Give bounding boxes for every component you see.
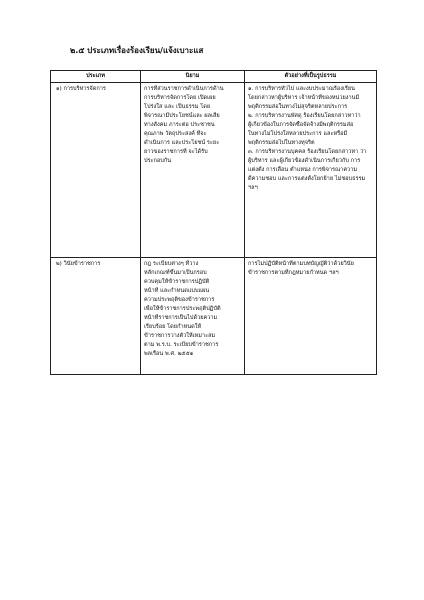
definition-line: การที่ส่วนราชการดำเนินการด้าน <box>144 86 224 92</box>
example-line: พฤติกรรมส่อไปในทางทุจริต <box>248 140 315 146</box>
example-line: ผู้บริหาร และผู้เกี่ยวข้องดำเนินการเกี่ยวกับ การ <box>248 158 361 164</box>
definition-line: พลเรือน พ.ศ. ๒๕๕๑ <box>144 351 194 357</box>
definition-line: ตาม พ.ร.บ. ระเบียบข้าราชการ <box>144 342 219 348</box>
example-line: ในทางไม่โปร่งใสหลายประการ และหรือมี <box>248 131 348 137</box>
definition-line: หลักเกณฑ์ขึ้นมาเป็นกรอบ <box>144 270 207 276</box>
type-cell: ๒) วินัยข้าราชการ <box>51 258 141 375</box>
definition-line: เรียบร้อย โดยกำหนดให้ <box>144 324 202 330</box>
section-heading: ๒.๕ ประเภทเรื่องร้องเรียน/แจ้งเบาะแส <box>70 46 204 55</box>
definition-line: ควบคุมให้ข้าราชการปฏิบัติ <box>144 279 210 285</box>
example-cell <box>245 83 377 258</box>
definition-line: กฎ ระเบียบต่างๆ ที่วาง <box>144 261 199 267</box>
definition-cell <box>141 258 245 375</box>
table-row <box>51 258 377 375</box>
definition-line: ดำเนินการ และประโยชน์ ระยะ <box>144 140 220 146</box>
complaint-type-table <box>50 70 377 375</box>
header-type: ประเภท <box>51 71 141 83</box>
definition-line: ความประพฤติของข้าราชการ <box>144 297 215 303</box>
definition-line: การบริหารจัดการโดย เปิดเผย <box>144 95 216 101</box>
example-line: ดีความชอบ และการแต่งตั้งโยกย้าย ไม่ชอบธรรม <box>248 176 366 182</box>
example-line: พฤติกรรมส่อในทางไม่สุจริตหลายประการ <box>248 104 348 110</box>
table-row <box>51 83 377 258</box>
definition-line: โปร่งใส และ เป็นธรรม โดย <box>144 104 211 110</box>
header-definition: นิยาม <box>141 71 245 83</box>
example-line: ผู้เกี่ยวข้องในการจัดซื้อจัดจ้างมีพฤติกรรมส่อ <box>248 122 354 128</box>
definition-cell <box>141 83 245 258</box>
table-header-row <box>51 71 377 83</box>
example-line: แต่งตั้ง การเลื่อน ตำแหน่ง การพิจารณาความ <box>248 167 358 173</box>
definition-line: ประกอบกัน <box>144 158 172 164</box>
example-line: โดยกล่าวหาผู้บริหาร เจ้าหน้าที่ของหน่วยงานมี <box>248 95 360 101</box>
definition-line: พิจารณามีประโยชน์และ ผลเสีย <box>144 113 220 119</box>
example-line: ๑. การบริหารทั่วไป และงบประมาณร้องเรียน <box>248 86 356 92</box>
example-line: การไม่ปฏิบัติหน้าที่ตามบทบัญญัติว่าด้วยวินัย <box>248 261 354 267</box>
example-line: ๒. การบริหารงานพัสดุ ร้องเรียนโดยกล่าวหาว่า <box>248 113 361 119</box>
type-cell: ๑) การบริหารจัดการ <box>51 83 141 258</box>
definition-line: หน้าที่ราชการเป็นไปด้วยความ <box>144 315 218 321</box>
definition-line: คุณภาพ วัตถุประสงค์ ที่จะ <box>144 131 207 137</box>
definition-line: หน้าที่ และกำหนดแบบแผน <box>144 288 210 294</box>
definition-line: ทางสังคม ภาระต่อ ประชาชน <box>144 122 215 128</box>
example-cell <box>245 258 377 375</box>
example-line: ข้าราชการตามที่กฎหมายกำหนด ฯลฯ <box>248 270 339 276</box>
definition-line: ยาวของราชการที่ จะได้รับ <box>144 149 208 155</box>
definition-line: ข้าราชการวางตัวให้เหมาะสม <box>144 333 216 339</box>
definition-line: เพื่อให้ข้าราชการประพฤติปฏิบัติ <box>144 306 221 312</box>
example-line: ๓. การบริหารงานบุคคล ร้องเรียนโดยกล่าวหา ว่า <box>248 149 367 155</box>
header-example: ตัวอย่างที่เป็นรูปธรรม <box>245 71 377 83</box>
example-line: ฯลฯ <box>248 185 258 191</box>
